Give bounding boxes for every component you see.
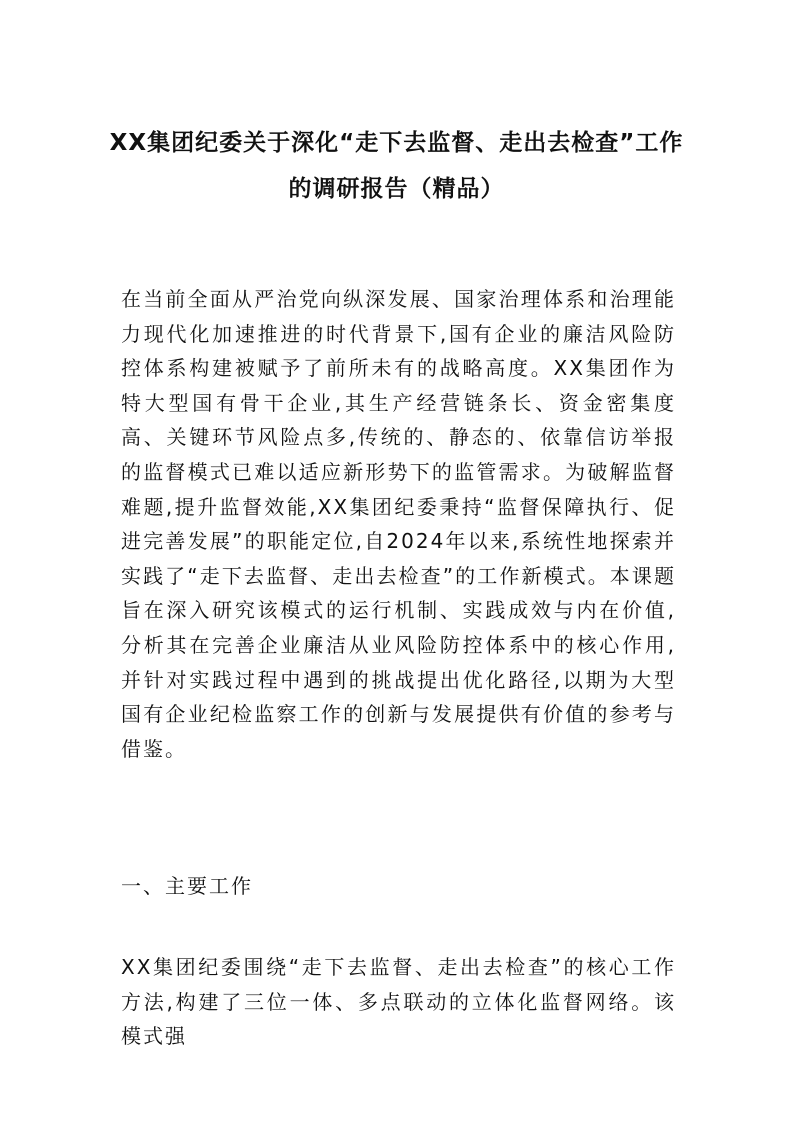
section-paragraph: XX集团纪委围绕“走下去监督、走出去检查”的核心工作方法,构建了三位一体、多点联动的立体化监督网络。该模式强 [121,955,676,1049]
intro-paragraph: 在当前全面从严治党向纵深发展、国家治理体系和治理能力现代化加速推进的时代背景下,国有企业的廉洁风险防控体系构建被赋予了前所未有的战略高度。XX集团作为特大型国有骨干企业,其生产经营链条长、资金密集度高、关键环节风险点多,传统的、静态的、依靠信访举报的监督模式已难以适应新形势下的监管需求。为破解监督难题,提升监督效能,XX集团纪委秉持“监督保障执行、促进完善发展”的职能定位,自2024年以来,系统性地探索并实践了“走下去监督、走出去检查”的工作新模式。本课题旨在深入研究该模式的运行机制、实践成效与内在价值,分析其在完善企业廉洁从业风险防控体系中的核心作用,并针对实践过程中遇到的挑战提出优化路径,以期为大型国有企业纪检监察工作的创新与发展提供有价值的参考与借鉴。 [121,287,676,761]
document-title: XX集团纪委关于深化“走下去监督、走出去检查”工作的调研报告（精品） [109,130,684,202]
section-heading: 一、主要工作 [121,874,253,898]
